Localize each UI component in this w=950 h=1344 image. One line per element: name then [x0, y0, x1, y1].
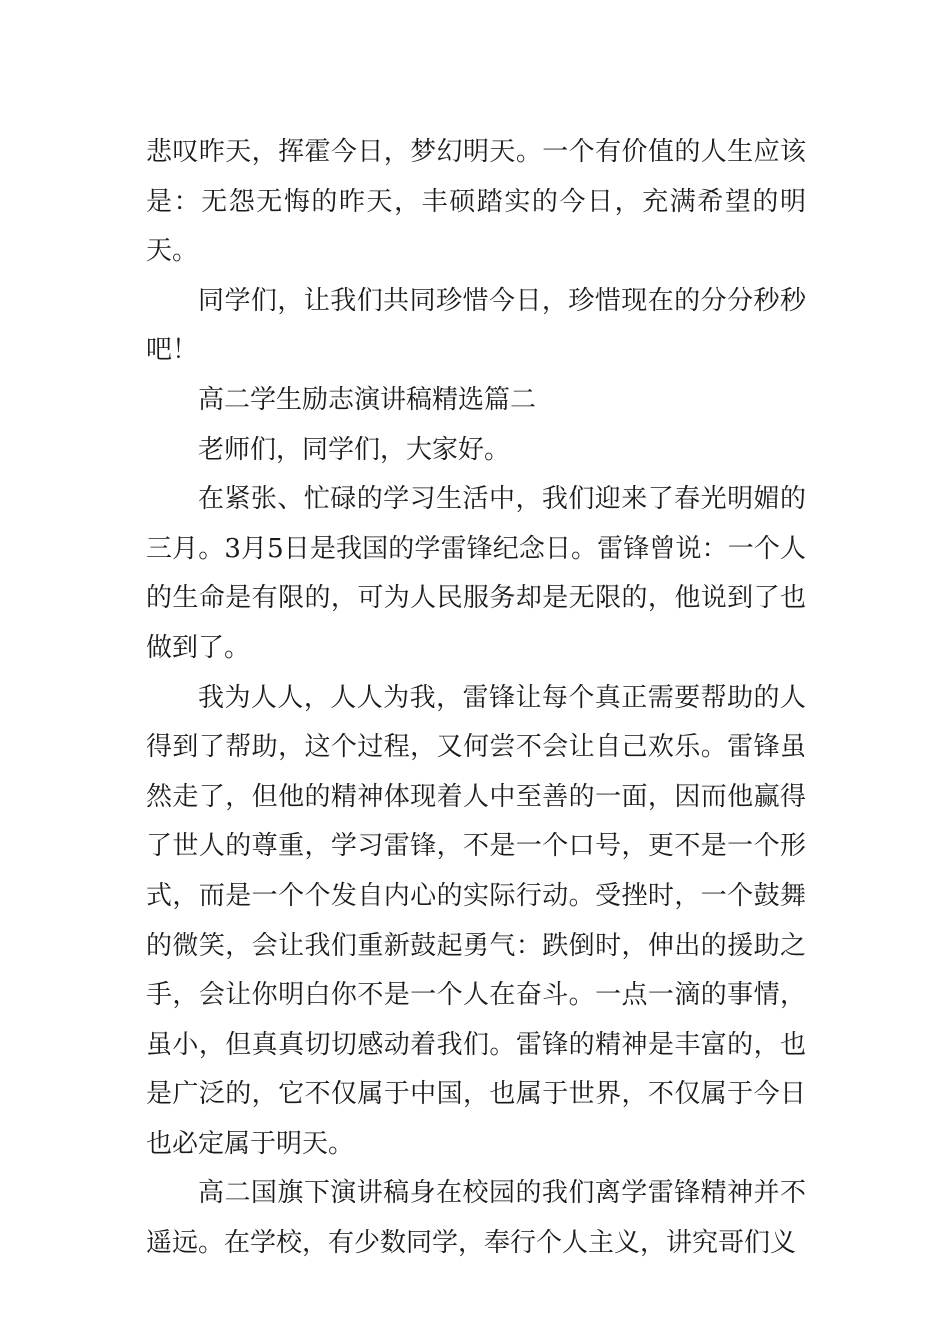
paragraph-5: 高二国旗下演讲稿身在校园的我们离学雷锋精神并不遥远。在学校，有少数同学，奉行个人主义，讲究哥们义 [146, 1178, 806, 1259]
paragraph-1: 悲叹昨天，挥霍今日，梦幻明天。一个有价值的人生应该是：无怨无悔的昨天，丰硕踏实的今日，充满希望的明天。 [146, 137, 806, 267]
document-body [146, 128, 806, 1269]
section-heading: 高二学生励志演讲稿精选篇二 [198, 384, 537, 415]
paragraph-3: 在紧张、忙碌的学习生活中，我们迎来了春光明媚的三月。3月5日是我国的学雷锋纪念日。雷锋曾说：一个人的生命是有限的，可为人民服务却是无限的，他说到了也做到了。 [146, 484, 806, 663]
paragraph-4: 我为人人，人人为我，雷锋让每个真正需要帮助的人得到了帮助，这个过程，又何尝不会让自己欢乐。雷锋虽然走了，但他的精神体现着人中至善的一面，因而他赢得了世人的尊重，学习雷锋，不是一个口号，更不是一个形式，而是一个个发自内心的实际行动。受挫时，一个鼓舞的微笑，会让我们重新鼓起勇气：跌倒时，伸出的援助之手，会让你明白你不是一个人在奋斗。一点一滴的事情，虽小，但真真切切感动着我们。雷锋的精神是丰富的，也是广泛的，它不仅属于中国，也属于世界，不仅属于今日也必定属于明天。 [146, 682, 806, 1159]
paragraph-greeting: 老师们，同学们，大家好。 [198, 434, 511, 465]
paragraph-2: 同学们，让我们共同珍惜今日，珍惜现在的分分秒秒吧！ [146, 285, 806, 366]
